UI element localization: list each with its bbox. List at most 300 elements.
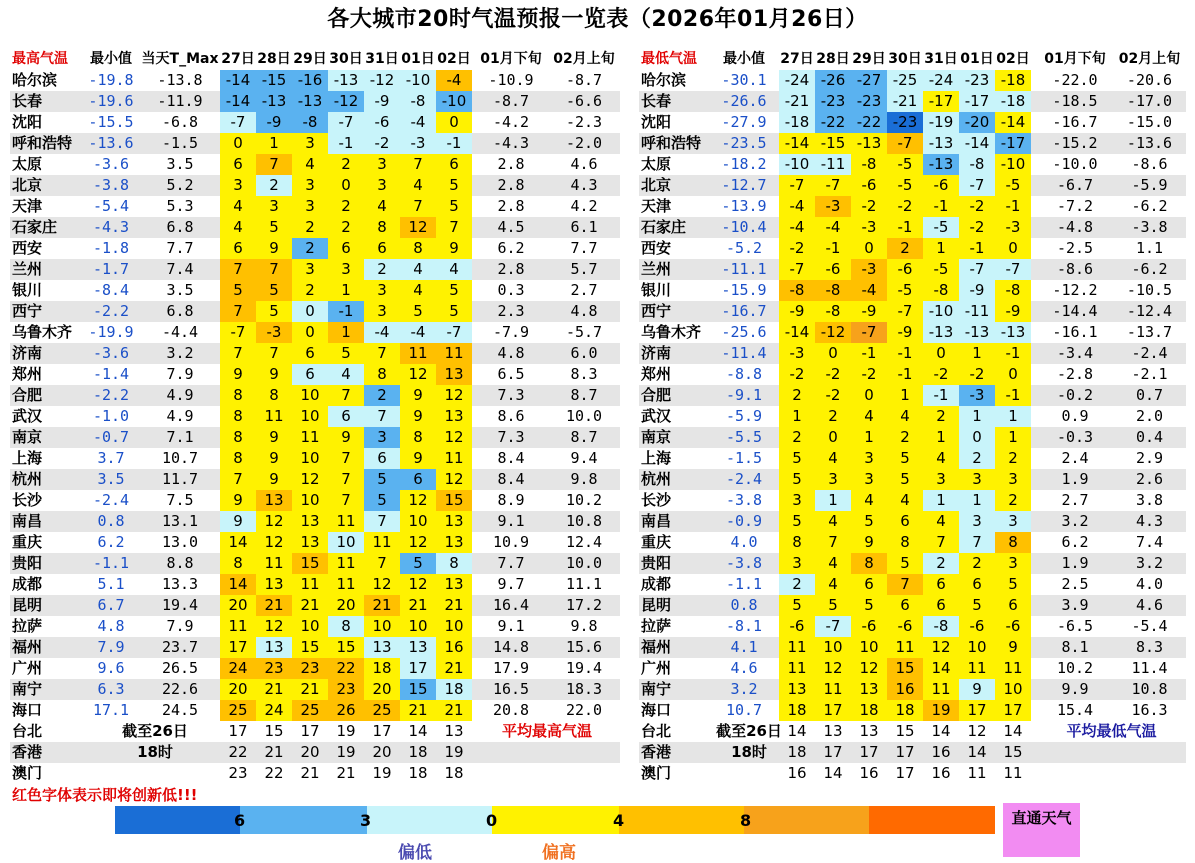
day-value: 5 <box>851 595 887 616</box>
day-value: -6 <box>851 616 887 637</box>
day-value: 12 <box>436 469 472 490</box>
day-value: 16 <box>931 764 951 782</box>
day-value: 15 <box>328 637 364 658</box>
city-name: 合肥 <box>641 386 672 404</box>
day-value: 5 <box>779 511 815 532</box>
day-value: 3 <box>779 553 815 574</box>
day-value: 18 <box>364 658 400 679</box>
day-value: -4 <box>779 196 815 217</box>
table-row <box>10 553 620 574</box>
day-value: -10 <box>400 70 436 91</box>
day-value: 2 <box>256 175 292 196</box>
day-value: 14 <box>220 532 256 553</box>
min-value: 6.7 <box>97 596 125 614</box>
day-value: 7 <box>436 217 472 238</box>
legend-blue <box>240 806 367 834</box>
header-cell: 02月上旬 <box>1118 51 1181 67</box>
today-max: 10.7 <box>161 449 199 467</box>
day-value: 13 <box>256 574 292 595</box>
min-value: -8.4 <box>92 281 130 299</box>
today-max: 23.7 <box>161 638 199 656</box>
day-value: 12 <box>967 722 987 740</box>
min-value: -15.5 <box>88 113 134 131</box>
table-row <box>10 322 620 343</box>
day-value: 3 <box>364 427 400 448</box>
city-name: 呼和浩特 <box>12 134 73 152</box>
average-label: 平均最高气温 <box>501 722 592 740</box>
city-name: 西安 <box>12 239 43 257</box>
min-value: -5.4 <box>92 197 130 215</box>
early-month-avg: 8.7 <box>570 428 598 446</box>
day-value: -13 <box>923 154 959 175</box>
day-value: 11 <box>436 448 472 469</box>
min-value: 4.1 <box>730 638 758 656</box>
day-value: 23 <box>228 764 248 782</box>
day-value: 7 <box>923 532 959 553</box>
early-month-avg: -6.6 <box>565 92 603 110</box>
early-month-avg: 8.3 <box>570 365 598 383</box>
day-value: 21 <box>256 679 292 700</box>
day-value: 0 <box>851 385 887 406</box>
day-value: -8 <box>815 301 851 322</box>
day-value: 12 <box>256 532 292 553</box>
day-value: -7 <box>995 259 1031 280</box>
day-value: 3 <box>851 448 887 469</box>
table-row <box>10 133 620 154</box>
day-value: -3 <box>851 217 887 238</box>
min-value: -26.6 <box>721 92 767 110</box>
day-value: 5 <box>436 280 472 301</box>
day-value: 11 <box>779 637 815 658</box>
day-value: 13 <box>436 406 472 427</box>
day-value: 5 <box>887 448 923 469</box>
day-value: 11 <box>967 764 987 782</box>
table-row <box>10 154 620 175</box>
data-time-note: 截至26日 <box>122 722 188 740</box>
day-value: 13 <box>444 722 464 740</box>
city-name: 郑州 <box>12 365 43 383</box>
day-value: 9 <box>400 385 436 406</box>
extra-row <box>639 721 1186 742</box>
day-value: -1 <box>995 196 1031 217</box>
city-name: 呼和浩特 <box>641 134 702 152</box>
late-month-avg: 2.3 <box>497 302 525 320</box>
day-value: 11 <box>436 343 472 364</box>
day-value: 11 <box>328 574 364 595</box>
day-value: -14 <box>779 133 815 154</box>
city-name: 哈尔滨 <box>12 71 58 89</box>
legend-label-6: 6 <box>234 811 246 830</box>
day-value: 8 <box>995 532 1031 553</box>
day-value: -17 <box>959 91 995 112</box>
day-value: 12 <box>400 217 436 238</box>
day-value: 21 <box>436 658 472 679</box>
day-value: 10 <box>292 490 328 511</box>
table-row <box>639 574 1186 595</box>
day-value: 0 <box>328 175 364 196</box>
early-month-avg: 2.9 <box>1135 449 1164 467</box>
min-value: -18.2 <box>721 155 767 173</box>
day-value: -6 <box>364 112 400 133</box>
day-value: 23 <box>328 679 364 700</box>
late-month-avg: 1.9 <box>1061 554 1089 572</box>
min-value: 5.1 <box>97 575 125 593</box>
early-month-avg: 15.6 <box>565 638 603 656</box>
day-value: -8 <box>779 280 815 301</box>
day-value: -15 <box>256 70 292 91</box>
day-value: 21 <box>400 595 436 616</box>
day-value: 6 <box>923 574 959 595</box>
day-value: 11 <box>887 637 923 658</box>
legend-label-3: 3 <box>360 811 372 830</box>
day-value: 2 <box>923 553 959 574</box>
day-value: 25 <box>364 700 400 721</box>
city-name: 北京 <box>641 176 672 194</box>
min-value: -3.8 <box>725 491 763 509</box>
today-max: 24.5 <box>161 701 199 719</box>
table-row <box>10 280 620 301</box>
day-value: 21 <box>256 595 292 616</box>
header-row <box>639 49 1186 70</box>
extra-row <box>10 742 620 763</box>
table-row <box>10 301 620 322</box>
table-row <box>639 448 1186 469</box>
day-value: -5 <box>887 175 923 196</box>
early-month-avg: 0.4 <box>1135 428 1164 446</box>
extra-row <box>639 742 1186 763</box>
early-month-avg: 6.0 <box>570 344 598 362</box>
day-value: 6 <box>220 238 256 259</box>
today-max: 11.7 <box>161 470 199 488</box>
day-value: 6 <box>995 595 1031 616</box>
day-value: 13 <box>292 511 328 532</box>
late-month-avg: -2.5 <box>1056 239 1094 257</box>
table-row <box>639 658 1186 679</box>
min-value: 10.7 <box>725 701 763 719</box>
city-name: 南宁 <box>12 680 43 698</box>
min-value: -4.3 <box>92 218 130 236</box>
today-max: 22.6 <box>161 680 199 698</box>
day-value: 10 <box>292 616 328 637</box>
day-value: -6 <box>815 259 851 280</box>
city-name: 台北 <box>641 722 672 740</box>
day-value: -12 <box>364 70 400 91</box>
table-row <box>639 343 1186 364</box>
late-month-avg: 2.4 <box>1061 449 1089 467</box>
city-name: 西宁 <box>641 302 672 320</box>
day-value: 17 <box>823 743 843 761</box>
day-value: -13 <box>995 322 1031 343</box>
table-row <box>10 196 620 217</box>
day-value: -10 <box>436 91 472 112</box>
day-value: -9 <box>851 301 887 322</box>
day-value: 3 <box>815 469 851 490</box>
day-value: -23 <box>851 91 887 112</box>
early-month-avg: -15.0 <box>1126 113 1173 131</box>
day-value: -2 <box>779 238 815 259</box>
day-value: 2 <box>779 385 815 406</box>
day-value: 3 <box>851 469 887 490</box>
day-value: 4 <box>887 490 923 511</box>
city-name: 乌鲁木齐 <box>12 323 73 341</box>
city-name: 重庆 <box>12 533 43 551</box>
day-value: -13 <box>959 322 995 343</box>
late-month-avg: 4.5 <box>497 218 525 236</box>
day-value: 18 <box>851 700 887 721</box>
min-value: 3.2 <box>730 680 758 698</box>
day-value: 14 <box>823 764 843 782</box>
min-value: 4.6 <box>730 659 758 677</box>
table-row <box>10 217 620 238</box>
table-row <box>10 238 620 259</box>
city-name: 广州 <box>641 659 672 677</box>
day-value: 6 <box>436 154 472 175</box>
day-value: 5 <box>256 280 292 301</box>
city-name: 济南 <box>12 344 43 362</box>
city-name: 南昌 <box>12 512 43 530</box>
min-value: 17.1 <box>92 701 130 719</box>
day-value: -2 <box>815 364 851 385</box>
day-value: 12 <box>256 616 292 637</box>
day-value: 9 <box>995 637 1031 658</box>
day-value: -1 <box>328 133 364 154</box>
early-month-avg: -6.2 <box>1131 260 1168 278</box>
day-value: 2 <box>364 385 400 406</box>
day-value: 7 <box>328 448 364 469</box>
early-month-avg: 3.8 <box>1135 491 1164 509</box>
day-value: -16 <box>292 70 328 91</box>
day-value: 7 <box>400 154 436 175</box>
min-value: -11.4 <box>721 344 767 362</box>
day-value: 11 <box>959 658 995 679</box>
header-row <box>10 49 620 70</box>
table-row <box>639 406 1186 427</box>
day-value: 13 <box>436 364 472 385</box>
day-value: 3 <box>995 553 1031 574</box>
early-month-avg: 17.2 <box>565 596 603 614</box>
day-value: -7 <box>959 259 995 280</box>
day-value: -22 <box>851 112 887 133</box>
day-value: -1 <box>887 364 923 385</box>
late-month-avg: 10.2 <box>1056 659 1094 677</box>
day-value: 17 <box>400 658 436 679</box>
day-value: -25 <box>887 70 923 91</box>
day-value: 20 <box>364 679 400 700</box>
day-value: -7 <box>815 175 851 196</box>
header-cell: 02月上旬 <box>553 51 615 67</box>
day-value: 12 <box>851 658 887 679</box>
day-value: 19 <box>336 722 356 740</box>
table-row <box>639 553 1186 574</box>
day-value: -6 <box>995 616 1031 637</box>
table-row <box>639 112 1186 133</box>
day-value: -9 <box>256 112 292 133</box>
day-value: -14 <box>995 112 1031 133</box>
day-value: 17 <box>895 764 915 782</box>
late-month-avg: 16.5 <box>492 680 530 698</box>
today-max: 7.5 <box>166 491 194 509</box>
day-value: 4 <box>815 553 851 574</box>
table-row <box>639 679 1186 700</box>
day-value: 5 <box>436 301 472 322</box>
today-max: -13.8 <box>157 71 203 89</box>
day-value: 8 <box>256 385 292 406</box>
min-value: -13.9 <box>721 197 767 215</box>
day-value: 5 <box>220 280 256 301</box>
day-value: 2 <box>887 238 923 259</box>
day-value: 9 <box>256 364 292 385</box>
table-row <box>10 595 620 616</box>
day-value: 21 <box>292 679 328 700</box>
day-value: 12 <box>400 490 436 511</box>
late-month-avg: 9.7 <box>497 575 525 593</box>
city-name: 广州 <box>12 659 43 677</box>
day-value: -4 <box>436 70 472 91</box>
day-value: 3 <box>364 175 400 196</box>
day-value: 9 <box>220 490 256 511</box>
day-value: -14 <box>220 70 256 91</box>
day-value: 10 <box>815 637 851 658</box>
table-row <box>10 532 620 553</box>
day-value: 0 <box>436 112 472 133</box>
min-value: -2.4 <box>725 470 763 488</box>
day-value: 18 <box>779 700 815 721</box>
city-name: 贵阳 <box>641 554 672 572</box>
late-month-avg: 6.5 <box>497 365 525 383</box>
day-value: 10 <box>292 385 328 406</box>
day-value: 1 <box>923 490 959 511</box>
min-value: -1.8 <box>92 239 130 257</box>
day-value: -7 <box>779 259 815 280</box>
day-value: -9 <box>995 301 1031 322</box>
early-month-avg: 0.7 <box>1135 386 1164 404</box>
day-value: 9 <box>256 427 292 448</box>
table-row <box>639 637 1186 658</box>
day-value: -1 <box>436 133 472 154</box>
day-value: 8 <box>220 448 256 469</box>
day-value: 22 <box>264 764 284 782</box>
day-value: 5 <box>400 301 436 322</box>
day-value: -2 <box>959 217 995 238</box>
day-value: 9 <box>220 364 256 385</box>
day-value: 21 <box>292 595 328 616</box>
day-value: 10 <box>959 637 995 658</box>
day-value: 6 <box>364 238 400 259</box>
day-value: 20 <box>300 743 320 761</box>
table-row <box>639 322 1186 343</box>
day-value: 1 <box>328 280 364 301</box>
day-value: 18 <box>408 743 428 761</box>
day-value: -9 <box>779 301 815 322</box>
today-max: 7.9 <box>166 617 194 635</box>
day-value: 2 <box>779 427 815 448</box>
header-cell: 31日 <box>924 51 958 67</box>
day-value: -10 <box>995 154 1031 175</box>
table-row <box>10 511 620 532</box>
table-row <box>639 364 1186 385</box>
table-row <box>10 448 620 469</box>
late-month-avg: 8.9 <box>497 491 525 509</box>
day-value: 7 <box>887 574 923 595</box>
day-value: 10 <box>364 616 400 637</box>
min-value: -19.9 <box>88 323 134 341</box>
table-row <box>639 217 1186 238</box>
day-value: 21 <box>300 764 320 782</box>
day-value: 13 <box>436 532 472 553</box>
day-value: 5 <box>815 595 851 616</box>
city-name: 乌鲁木齐 <box>641 323 702 341</box>
day-value: 21 <box>436 700 472 721</box>
late-month-avg: -6.5 <box>1056 617 1094 635</box>
city-name: 成都 <box>12 575 43 593</box>
day-value: 4 <box>400 175 436 196</box>
late-month-avg: 17.9 <box>492 659 530 677</box>
min-value: 6.2 <box>97 533 125 551</box>
today-max: 3.5 <box>166 155 194 173</box>
day-value: -8 <box>923 280 959 301</box>
late-month-avg: 20.8 <box>492 701 530 719</box>
table-row <box>639 196 1186 217</box>
early-month-avg: -5.9 <box>1131 176 1168 194</box>
min-value: 3.5 <box>97 470 125 488</box>
table-row <box>639 154 1186 175</box>
table-row <box>639 616 1186 637</box>
day-value: 7 <box>328 490 364 511</box>
city-name: 兰州 <box>641 260 672 278</box>
table-row <box>639 532 1186 553</box>
late-month-avg: 2.8 <box>497 260 525 278</box>
day-value: -8 <box>851 154 887 175</box>
day-value: -13 <box>292 91 328 112</box>
day-value: 13 <box>823 722 843 740</box>
day-value: 4 <box>815 511 851 532</box>
day-value: -2 <box>364 133 400 154</box>
early-month-avg: 10.8 <box>1131 680 1168 698</box>
header-cell: 01日 <box>401 51 435 67</box>
day-value: 7 <box>364 406 400 427</box>
min-value: -8.1 <box>725 617 763 635</box>
day-value: 4 <box>364 196 400 217</box>
day-value: 6 <box>220 154 256 175</box>
day-value: 9 <box>256 238 292 259</box>
min-value: -16.7 <box>721 302 767 320</box>
day-value: -6 <box>923 175 959 196</box>
city-name: 成都 <box>641 575 672 593</box>
today-max: 7.7 <box>166 239 194 257</box>
day-value: -19 <box>923 112 959 133</box>
early-month-avg: 4.3 <box>1135 512 1164 530</box>
min-value: -1.5 <box>725 449 763 467</box>
day-value: 1 <box>256 133 292 154</box>
today-max: 6.8 <box>166 218 194 236</box>
header-cell: 30日 <box>888 51 922 67</box>
day-value: 3 <box>364 280 400 301</box>
table-row <box>10 679 620 700</box>
late-month-avg: -14.4 <box>1052 302 1098 320</box>
early-month-avg: -3.8 <box>1131 218 1168 236</box>
table-row <box>10 637 620 658</box>
city-name: 合肥 <box>12 386 43 404</box>
day-value: -6 <box>887 616 923 637</box>
day-value: 3 <box>292 259 328 280</box>
day-value: 7 <box>220 469 256 490</box>
day-value: -8 <box>959 154 995 175</box>
day-value: 12 <box>292 469 328 490</box>
day-value: 24 <box>220 658 256 679</box>
day-value: 6 <box>364 448 400 469</box>
city-name: 香港 <box>12 743 43 761</box>
table-row <box>639 511 1186 532</box>
